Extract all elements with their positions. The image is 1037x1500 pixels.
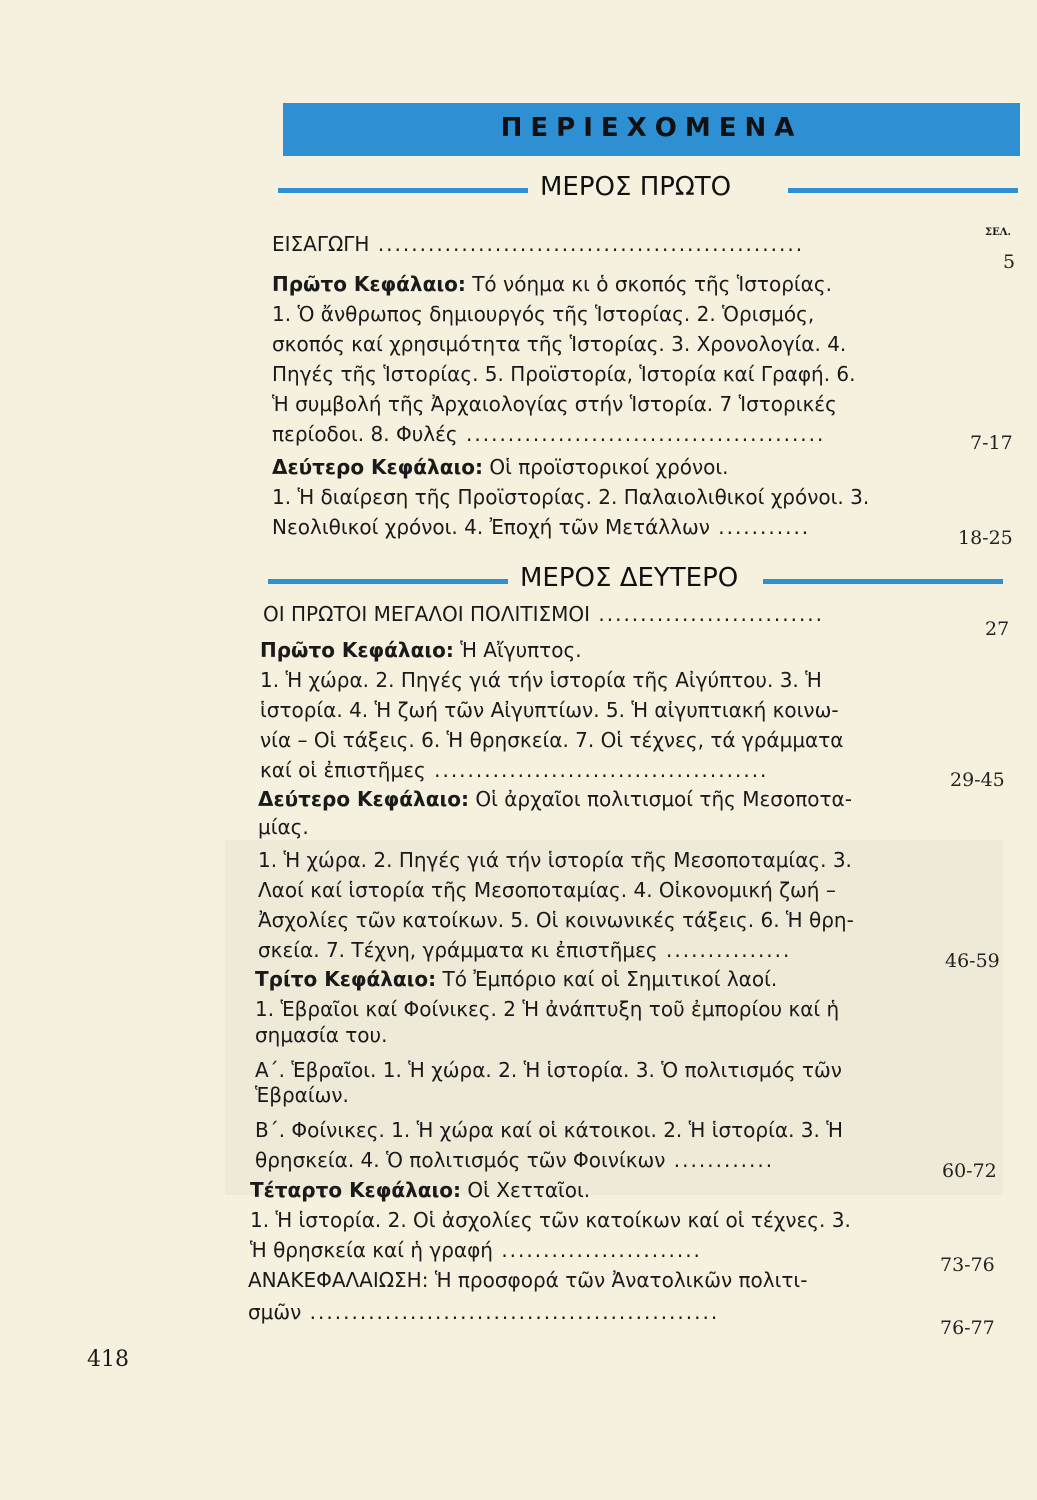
part-two-heading xyxy=(268,563,1008,599)
chapter-label: Δεύτερο Κεφάλαιο: xyxy=(258,787,469,811)
chapter-title: Τό Ἐμπόριο καί οἱ Σημιτικοί λαοί. xyxy=(442,967,778,991)
leader-dots: ........................................... xyxy=(457,422,826,446)
entry-text: Νεολιθικοί χρόνοι. 4. Ἐποχή τῶν Μετάλλων xyxy=(272,515,710,539)
chapter-contents-line: Ἀσχολίες τῶν κατοίκων. 5. Οἱ κοινωνικές τάξεις. 6. Ἡ θρη- xyxy=(258,908,854,932)
page-number: 60-72 xyxy=(942,1160,997,1182)
entry-text: περίοδοι. 8. Φυλές xyxy=(272,422,458,446)
page-number: 73-76 xyxy=(940,1254,995,1276)
chapter-label: Τρίτο Κεφάλαιο: xyxy=(255,967,437,991)
chapter-title: Οἱ Χετταῖοι. xyxy=(467,1178,591,1202)
leader-dots: ........................... xyxy=(590,602,825,626)
chapter-heading xyxy=(250,1178,590,1202)
chapter-label: Τέταρτο Κεφάλαιο: xyxy=(250,1178,462,1202)
chapter-contents-line: Λαοί καί ἱστορία τῆς Μεσοποταμίας. 4. Οἰκονομική ζωή – xyxy=(258,878,836,902)
chapter-contents-line: 1. Ἡ διαίρεση τῆς Προϊστορίας. 2. Παλαιολιθικοί χρόνοι. 3. xyxy=(272,485,870,509)
entry-text: σμῶν xyxy=(248,1300,302,1324)
chapter-contents-line: σημασία του. xyxy=(255,1023,388,1047)
part-one-label: ΜΕΡΟΣ ΠΡΩΤΟ xyxy=(540,172,732,202)
leader-dots: ........................ xyxy=(492,1238,702,1262)
folio-page-number: 418 xyxy=(87,1347,129,1372)
part-two-rule-left xyxy=(268,579,508,584)
part-one-rule-right xyxy=(788,188,1018,193)
chapter-contents-line: 1. Ἑβραῖοι καί Φοίνικες. 2 Ἡ ἀνάπτυξη τοῦ ἐμπορίου καί ἡ xyxy=(255,997,840,1021)
page-number: 7-17 xyxy=(970,432,1013,454)
chapter-contents-line: Α΄. Ἑβραῖοι. 1. Ἡ χώρα. 2. Ἡ ἱστορία. 3. Ὁ πολιτισμός τῶν xyxy=(255,1058,842,1082)
chapter-label: Δεύτερο Κεφάλαιο: xyxy=(272,455,483,479)
page-number: 76-77 xyxy=(940,1317,995,1339)
summary-entry: ΑΝΑΚΕΦΑΛΑΙΩΣΗ: Ἡ προσφορά τῶν Ἀνατολικῶν πολιτι- xyxy=(248,1268,808,1292)
page-number: 5 xyxy=(1003,251,1016,273)
chapter-title: Οἱ ἀρχαῖοι πολιτισμοί τῆς Μεσοποτα- xyxy=(475,787,852,811)
leader-dots: ................................................... xyxy=(369,232,805,256)
leader-dots: ............ xyxy=(665,1148,775,1172)
chapter-title: Ἡ Αἴγυπτος. xyxy=(460,638,582,662)
chapter-contents-line: Πηγές τῆς Ἱστορίας. 5. Προϊστορία, Ἱστορία καί Γραφή. 6. xyxy=(272,362,856,386)
chapter-contents-line xyxy=(250,1238,702,1262)
page-number: 18-25 xyxy=(958,527,1013,549)
entry-text: θρησκεία. 4. Ὁ πολιτισμός τῶν Φοινίκων xyxy=(255,1148,666,1172)
leader-dots: ............... xyxy=(657,938,792,962)
chapter-heading xyxy=(260,638,582,662)
chapter-contents-line: ἱστορία. 4. Ἡ ζωή τῶν Αἰγυπτίων. 5. Ἡ αἰγυπτιακή κοινω- xyxy=(260,698,839,722)
contents-banner xyxy=(283,103,1020,156)
leader-dots: ........... xyxy=(709,515,811,539)
entry-first-civilizations xyxy=(263,602,824,626)
chapter-title: Οἱ προϊστορικοί χρόνοι. xyxy=(489,455,729,479)
chapter-contents-line: 1. Ἡ χώρα. 2. Πηγές γιά τήν ἱστορία τῆς Μεσοποταμίας. 3. xyxy=(258,848,852,872)
leader-dots: ................................................. xyxy=(301,1300,720,1324)
chapter-heading xyxy=(272,455,729,479)
chapter-heading xyxy=(258,787,852,811)
chapter-contents-line: νία – Οἱ τάξεις. 6. Ἡ θρησκεία. 7. Οἱ τέχνες, τά γράμματα xyxy=(260,728,844,752)
chapter-label: Πρῶτο Κεφάλαιο: xyxy=(272,272,466,296)
part-two-rule-right xyxy=(763,579,1003,584)
chapter-contents-line xyxy=(255,1148,774,1172)
chapter-contents-line xyxy=(272,515,810,539)
summary-entry-line xyxy=(248,1300,719,1324)
entry-title: ΕΙΣΑΓΩΓΗ xyxy=(272,232,370,256)
chapter-contents-line: μίας. xyxy=(258,815,309,839)
chapter-contents-line: σκοπός καί χρησιμότητα τῆς Ἱστορίας. 3. Χρονολογία. 4. xyxy=(272,332,847,356)
part-two-label: ΜΕΡΟΣ ΔΕΥΤΕΡΟ xyxy=(520,563,739,593)
page-number: 29-45 xyxy=(950,769,1005,791)
chapter-title: Τό νόημα κι ὁ σκοπός τῆς Ἱστορίας. xyxy=(472,272,832,296)
chapter-contents-line xyxy=(260,758,768,782)
chapter-heading xyxy=(255,967,777,991)
chapter-contents-line xyxy=(272,422,825,446)
entry-text: Ἡ θρησκεία καί ἡ γραφή xyxy=(250,1238,493,1262)
chapter-contents-line: 1. Ἡ χώρα. 2. Πηγές γιά τήν ἱστορία τῆς Αἰγύπτου. 3. Ἡ xyxy=(260,668,822,692)
entry-text: σκεία. 7. Τέχνη, γράμματα κι ἐπιστῆμες xyxy=(258,938,658,962)
entry-introduction xyxy=(272,232,804,256)
leader-dots: ........................................ xyxy=(425,758,769,782)
entry-text: καί οἱ ἐπιστῆμες xyxy=(260,758,426,782)
chapter-contents-line: Ἡ συμβολή τῆς Ἀρχαιολογίας στήν Ἱστορία. 7 Ἱστορικές xyxy=(272,392,837,416)
page-column-heading: ΣΕΛ. xyxy=(985,227,1011,238)
chapter-label: Πρῶτο Κεφάλαιο: xyxy=(260,638,454,662)
entry-title: ΟΙ ΠΡΩΤΟΙ ΜΕΓΑΛΟΙ ΠΟΛΙΤΙΣΜΟΙ xyxy=(263,602,591,626)
part-one-rule-left xyxy=(278,188,528,193)
contents-title: ΠΕΡΙΕΧΟΜΕΝΑ xyxy=(500,113,803,143)
part-one-heading xyxy=(278,172,1018,208)
chapter-contents-line: 1. Ὁ ἄνθρωπος δημιουργός τῆς Ἱστορίας. 2. Ὁρισμός, xyxy=(272,302,815,326)
chapter-contents-line: Ἑβραίων. xyxy=(255,1083,349,1107)
chapter-heading xyxy=(272,272,832,296)
chapter-contents-line: 1. Ἡ ἱστορία. 2. Οἱ ἀσχολίες τῶν κατοίκων καί οἱ τέχνες. 3. xyxy=(250,1208,851,1232)
chapter-contents-line xyxy=(258,938,791,962)
page-number: 46-59 xyxy=(945,950,1000,972)
chapter-contents-line: Β΄. Φοίνικες. 1. Ἡ χώρα καί οἱ κάτοικοι. 2. Ἡ ἱστορία. 3. Ἡ xyxy=(255,1118,843,1142)
page-number: 27 xyxy=(985,618,1010,640)
